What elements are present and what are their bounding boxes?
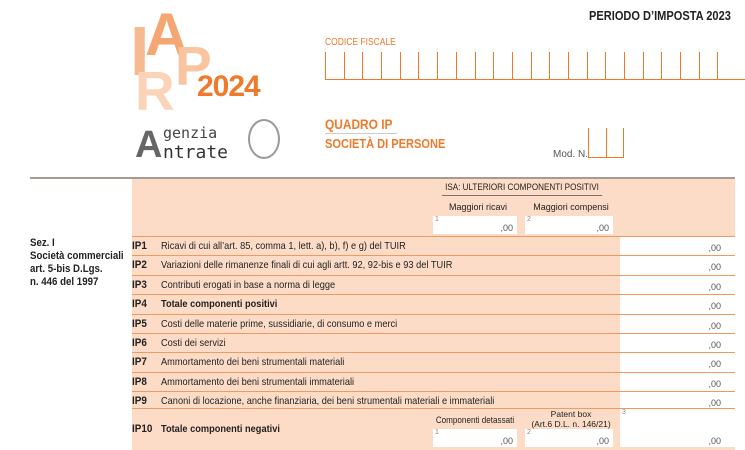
row-value-input[interactable]: ,00 [620,334,735,353]
row-desc: Totale componenti positivi [161,298,278,311]
field-value: ,00 [596,223,609,233]
quadro-subtitle: SOCIETÀ DI PERSONE [325,136,446,151]
table-row-ip4 [132,294,735,314]
row-desc: Costi delle materie prime, sussidiarie, di consumo e merci [161,317,398,330]
row-code: IP9 [132,395,147,408]
row-value-input[interactable]: ,00 [620,392,735,411]
agenzia-logo-line1: genzia [163,124,218,142]
field-number: 2 [527,216,531,223]
table-row-ip7 [132,352,735,372]
tax-period: PERIODO D’IMPOSTA 2023 [589,8,731,23]
table-row-ip6 [132,333,735,353]
svg-text:R: R [135,60,175,110]
row-value-input[interactable]: ,00 [620,295,735,314]
row-code: IP2 [132,259,147,272]
field-number: 1 [435,216,439,223]
agenzia-logo-line2: ntrate [163,142,229,163]
row-value-input[interactable]: ,00 [620,276,735,295]
componenti-detassati-label: Componenti detassati [435,415,515,425]
row-desc: Totale componenti negativi [161,423,280,435]
mod-n-label: Mod. N. [553,149,589,160]
mod-n-input[interactable] [588,128,624,158]
section-label: Sez. I Società commerciali art. 5-bis D.Lgs. n. 446 del 1997 [30,237,124,288]
row-code: IP6 [132,337,147,349]
row-value-input[interactable]: ,00 [620,373,735,392]
table-row-ip3 [132,275,735,295]
row-value-input[interactable]: ,00 [620,256,735,275]
row-code: IP7 [132,356,147,369]
row-code: IP3 [132,278,147,291]
maggiori-ricavi-label: Maggiori ricavi [448,202,508,212]
isa-title: ISA: ULTERIORI COMPONENTI POSITIVI [442,182,602,196]
row-code: IP4 [132,298,147,311]
maggiori-compensi-input[interactable] [525,216,613,234]
row-desc: Variazioni delle rimanenze finali di cui agli artt. 92, 92-bis e 93 del TUIR [161,259,453,272]
svg-text:A: A [145,1,189,68]
table-row-ip8 [132,372,735,392]
row-desc: Costi dei servizi [161,337,226,349]
row-desc: Canoni di locazione, anche finanziaria, dei beni strumentali materiali e immateriali [161,395,495,408]
codice-fiscale-label: CODICE FISCALE [325,37,396,48]
row-code: IP8 [132,375,147,388]
patent-box-label: Patent box (Art.6 D.L. n. 146/21) [531,409,611,429]
row-code: IP1 [132,240,147,252]
form-year: 2024 [197,70,260,103]
field-value: ,00 [500,436,513,446]
field-value: ,00 [500,223,513,233]
field-value: ,00 [708,436,721,446]
field-number: 3 [622,409,626,416]
svg-text:I: I [130,12,150,90]
field-number: 2 [527,429,531,436]
quadro-title: QUADRO IP [325,116,393,132]
row-desc: Ammortamento dei beni strumentali materiali [161,356,345,369]
field-number: 1 [435,429,439,436]
table-row-ip2 [132,255,735,275]
row-code: IP5 [132,317,147,330]
maggiori-ricavi-input[interactable] [433,216,517,234]
row-value-input[interactable]: ,00 [620,237,735,256]
patent-box-input[interactable] [525,429,613,447]
row-desc: Ricavi di cui all’art. 85, comma 1, lett. a), b), f) e g) del TUIR [161,240,406,252]
row-code: IP10 [132,423,153,435]
codice-fiscale-input[interactable] [325,52,745,80]
componenti-detassati-input[interactable] [433,429,517,447]
row-value-input[interactable]: ,00 [620,315,735,334]
maggiori-compensi-label: Maggiori compensi [533,202,609,212]
row-desc: Ammortamento dei beni strumentali immateriali [161,375,355,388]
divider [325,133,397,134]
row-value-input[interactable]: ,00 [620,353,735,372]
agenzia-logo-initial: A [135,124,163,166]
table-row-ip1 [132,236,735,256]
republic-emblem-icon [248,119,280,159]
field-value: ,00 [596,436,609,446]
row-desc: Contributi erogati in base a norma di legge [161,278,336,291]
table-row-ip5 [132,314,735,334]
svg-text:P: P [175,35,212,97]
ip10-total-input[interactable] [620,409,735,447]
